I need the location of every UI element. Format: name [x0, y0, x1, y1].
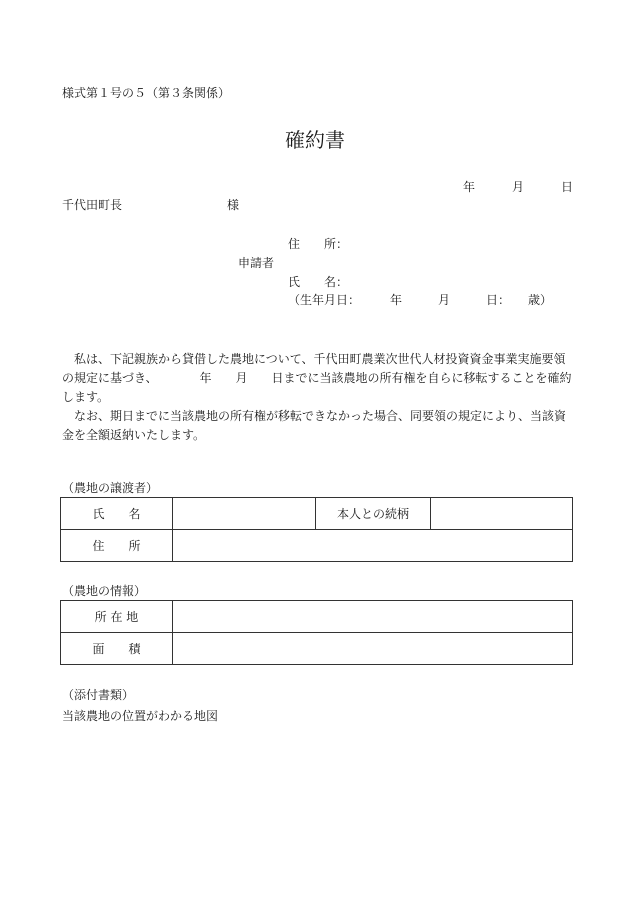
transferor-address-cell[interactable]: [173, 530, 573, 562]
transferor-relation-cell[interactable]: [431, 498, 573, 530]
transferor-address-label: 住 所: [61, 530, 173, 562]
farmland-area-label: 面 積: [61, 633, 173, 665]
table-row: [61, 601, 573, 633]
farmland-location-cell[interactable]: [173, 601, 573, 633]
pledge-body: [62, 350, 574, 445]
document-title: 確約書: [285, 128, 345, 152]
transferor-name-label: 氏 名: [61, 498, 173, 530]
date-month-label: 月: [512, 180, 525, 194]
pledge-paragraph-2: なお、期日までに当該農地の所有権が移転できなかった場合、同要領の規定により、当該資金を全額返納いたします。: [62, 409, 567, 442]
addressee-name: 千代田町長: [62, 198, 123, 212]
table-row: [61, 498, 573, 530]
form-number: 様式第１号の５（第３条関係）: [62, 86, 231, 100]
pledge-paragraph-1: 私は、下記親族から貸借した農地について、千代田町農業次世代人材投資資金事業実施要領の規定に基づき、 年 月 日までに当該農地の所有権を自らに移転することを確約します。: [62, 352, 572, 404]
date-year-label: 年: [463, 180, 476, 194]
applicant-name-label: 氏 名：: [288, 275, 349, 289]
transferor-relation-label: 本人との続柄: [316, 498, 431, 530]
applicant-address-label: 住 所：: [288, 237, 349, 251]
applicant-role-label: 申請者: [238, 256, 275, 270]
date-day-label: 日: [561, 180, 574, 194]
farmland-location-label: 所 在 地: [61, 601, 173, 633]
farmland-section-label: （農地の情報）: [62, 584, 147, 598]
addressee-honorific: 様: [227, 198, 240, 212]
attachment-item: 当該農地の位置がわかる地図: [62, 709, 219, 723]
farmland-area-cell[interactable]: [173, 633, 573, 665]
applicant-birth-line: （生年月日： 年 月 日： 歳）: [288, 293, 553, 307]
transferor-name-cell[interactable]: [173, 498, 316, 530]
farmland-table: [60, 600, 573, 665]
table-row: [61, 633, 573, 665]
transferor-table: [60, 497, 573, 562]
attachments-section-label: （添付書類）: [62, 688, 135, 702]
table-row: [61, 530, 573, 562]
transferor-section-label: （農地の譲渡者）: [62, 481, 159, 495]
